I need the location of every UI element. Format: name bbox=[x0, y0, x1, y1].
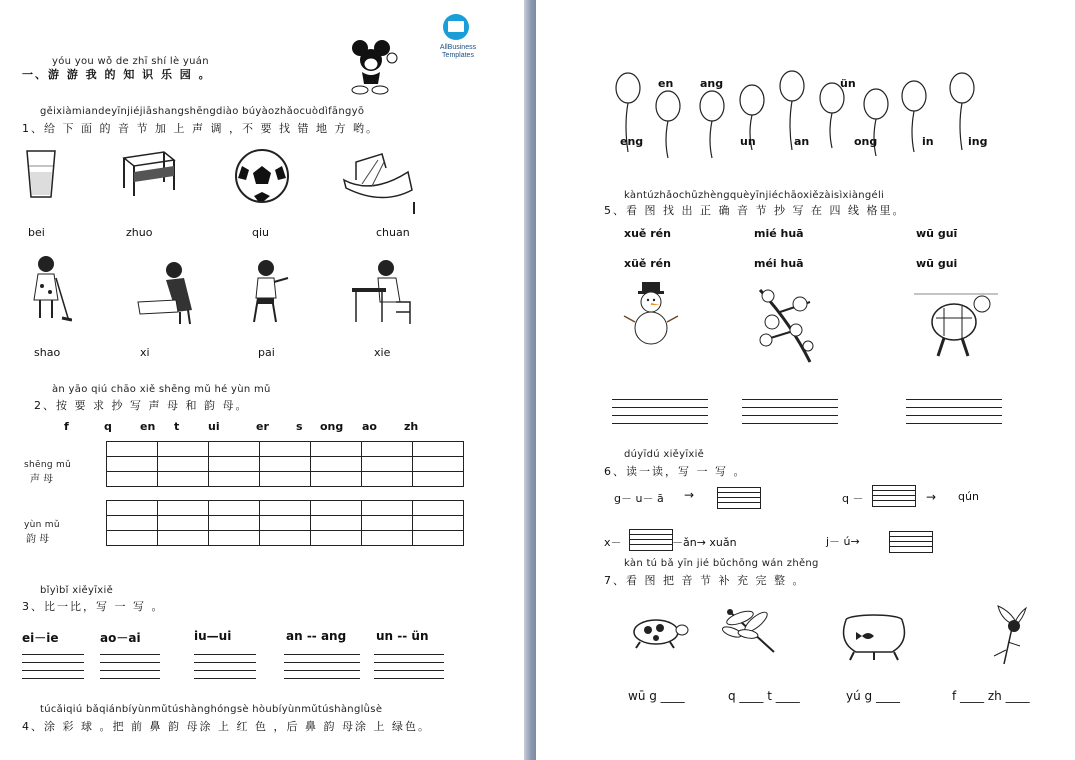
four-line-grid[interactable] bbox=[22, 647, 84, 679]
soccer-ball-icon bbox=[234, 148, 290, 204]
compare-pair: ao－ai bbox=[100, 631, 141, 645]
spell-item: q － bbox=[842, 492, 864, 505]
yunmu-pinyin: yùn mǔ bbox=[24, 520, 60, 530]
section1-pinyin: yóu you wǒ de zhī shí lè yuán bbox=[52, 56, 209, 67]
balloon-label: an bbox=[794, 135, 810, 148]
q7-pinyin: kàn tú bǎ yīn jié bǔchōng wán zhěng bbox=[624, 558, 819, 569]
answer-box[interactable] bbox=[717, 487, 761, 509]
q5-instruction: 5、看 图 找 出 正 确 音 节 抄 写 在 四 线 格里。 bbox=[604, 204, 906, 217]
shengmu-writing-grid[interactable] bbox=[106, 441, 464, 487]
four-line-grid[interactable] bbox=[906, 392, 1002, 424]
four-line-grid[interactable] bbox=[194, 647, 256, 679]
picture-label: zhuo bbox=[126, 226, 153, 239]
q6-pinyin: dúyīdú xiěyīxiě bbox=[624, 449, 705, 460]
four-line-grid[interactable] bbox=[612, 392, 708, 424]
balloon-label: ing bbox=[968, 135, 988, 148]
option-b: méi huā bbox=[754, 257, 804, 270]
spell-item: j－ ú→ bbox=[826, 535, 860, 548]
answer-box[interactable] bbox=[872, 485, 916, 507]
compare-pair: un -- ün bbox=[376, 629, 429, 643]
letter: t bbox=[174, 420, 180, 433]
q1-instruction: 1、给 下 面 的 音 节 加 上 声 调 ，不 要 找 错 地 方 哟。 bbox=[22, 122, 379, 135]
yunmu-label: 韵 母 bbox=[26, 534, 50, 545]
letter: ong bbox=[320, 420, 344, 433]
option-b: wū gui bbox=[916, 257, 958, 270]
compare-pair: an -- ang bbox=[286, 629, 347, 643]
fill-blank[interactable]: yú g ____ bbox=[846, 689, 900, 703]
q1-pinyin: gěixiàmiandeyīnjiéjiāshangshēngdiào búyàozhǎocuòdìfāngyō bbox=[40, 106, 365, 117]
q7-instruction: 7、看 图 把 音 节 补 充 完 整 。 bbox=[604, 574, 806, 587]
q3-pinyin: bǐyìbǐ xiěyīxiě bbox=[40, 585, 114, 596]
balloon-label: eng bbox=[620, 135, 644, 148]
glass-icon bbox=[24, 148, 58, 200]
q5-pinyin: kàntúzhǎochūzhèngquèyīnjiéchāoxiězàisìxiàngéli bbox=[624, 190, 885, 201]
spell-item: g－ u－ ā bbox=[614, 492, 664, 505]
letter: er bbox=[256, 420, 269, 433]
picture-label: shao bbox=[34, 346, 61, 359]
q2-pinyin: àn yāo qiú chāo xiě shēng mǔ hé yùn mǔ bbox=[52, 384, 271, 395]
yunmu-writing-grid[interactable] bbox=[106, 500, 464, 546]
four-line-grid[interactable] bbox=[374, 647, 444, 679]
logo-text-line2: Templates bbox=[442, 52, 474, 59]
spell-result: qún bbox=[958, 490, 979, 503]
letter: s bbox=[296, 420, 303, 433]
fill-blank[interactable]: f ____ zh ____ bbox=[952, 689, 1030, 703]
plum-blossom-icon bbox=[750, 282, 824, 364]
option-a: mié huā bbox=[754, 227, 804, 240]
q2-instruction: 2、按 要 求 抄 写 声 母 和 韵 母。 bbox=[34, 399, 249, 412]
monitor-icon bbox=[443, 14, 469, 40]
girl-sweeping-icon bbox=[28, 254, 72, 326]
balloon-label: un bbox=[740, 135, 756, 148]
compare-pair: ei－ie bbox=[22, 631, 59, 645]
q4-pinyin: túcǎiqiú bǎqiánbíyùnmǔtúshànghóngsè hòubíyùnmǔtúshànglǜsè bbox=[40, 704, 383, 715]
compare-pair: iu—ui bbox=[194, 629, 232, 643]
letter: zh bbox=[404, 420, 419, 433]
worksheet-page-left bbox=[0, 0, 524, 760]
boy-writing-icon bbox=[350, 258, 414, 328]
balloon-label: ang bbox=[700, 77, 724, 90]
option-a: xuě rén bbox=[624, 227, 671, 240]
picture-label: chuan bbox=[376, 226, 410, 239]
dragonfly-icon bbox=[722, 608, 784, 658]
worksheet-page-right bbox=[536, 0, 1075, 760]
picture-label: pai bbox=[258, 346, 275, 359]
fill-blank[interactable]: wū g ____ bbox=[628, 689, 685, 703]
option-a: wū guī bbox=[916, 227, 958, 240]
mickey-mouse-icon bbox=[340, 38, 400, 96]
letter: en bbox=[140, 420, 156, 433]
balloon-label: ong bbox=[854, 135, 878, 148]
balloon-label: ün bbox=[840, 77, 856, 90]
page-gutter bbox=[524, 0, 536, 760]
fish-tank-icon bbox=[838, 612, 910, 662]
q6-instruction: 6、读一读，写 一 写 。 bbox=[604, 465, 747, 478]
spell-item: －ǎn→ xuǎn bbox=[672, 536, 737, 549]
girl-washing-icon bbox=[136, 260, 202, 326]
picture-label: xie bbox=[374, 346, 391, 359]
turtle-icon bbox=[626, 610, 690, 650]
q3-instruction: 3、比一比，写 一 写 。 bbox=[22, 600, 165, 613]
four-line-grid[interactable] bbox=[742, 392, 838, 424]
turtle-icon bbox=[914, 282, 998, 362]
flower-icon bbox=[988, 602, 1038, 668]
fill-blank[interactable]: q ____ t ____ bbox=[728, 689, 800, 703]
answer-box[interactable] bbox=[889, 531, 933, 553]
arrow-right-icon: → bbox=[926, 490, 937, 504]
picture-label: qiu bbox=[252, 226, 270, 239]
letter: ao bbox=[362, 420, 377, 433]
allbusiness-logo[interactable] bbox=[434, 14, 478, 62]
answer-box[interactable] bbox=[629, 529, 673, 551]
logo-text-line1: AllBusiness bbox=[439, 44, 477, 51]
four-line-grid[interactable] bbox=[100, 647, 160, 679]
four-line-grid[interactable] bbox=[284, 647, 360, 679]
spell-item: x－ bbox=[604, 536, 622, 549]
picture-label: bei bbox=[28, 226, 45, 239]
picture-label: xi bbox=[140, 346, 150, 359]
shengmu-label: 声 母 bbox=[30, 474, 54, 485]
shengmu-pinyin: shēng mǔ bbox=[24, 460, 72, 470]
section1-title: 一、游 游 我 的 知 识 乐 园 。 bbox=[22, 68, 212, 81]
balloon-label: in bbox=[922, 135, 934, 148]
arrow-right-icon: → bbox=[684, 488, 695, 502]
child-patting-icon bbox=[248, 258, 292, 330]
boat-icon bbox=[342, 150, 418, 216]
option-b: xüě rén bbox=[624, 257, 671, 270]
letter: f bbox=[64, 420, 69, 433]
letter: q bbox=[104, 420, 112, 433]
letter: ui bbox=[208, 420, 220, 433]
q4-instruction: 4、涂 彩 球 。把 前 鼻 韵 母涂 上 红 色 ，后 鼻 韵 母涂 上 绿色。 bbox=[22, 720, 431, 733]
balloon-label: en bbox=[658, 77, 674, 90]
desk-icon bbox=[120, 148, 176, 200]
snowman-icon bbox=[622, 280, 680, 346]
